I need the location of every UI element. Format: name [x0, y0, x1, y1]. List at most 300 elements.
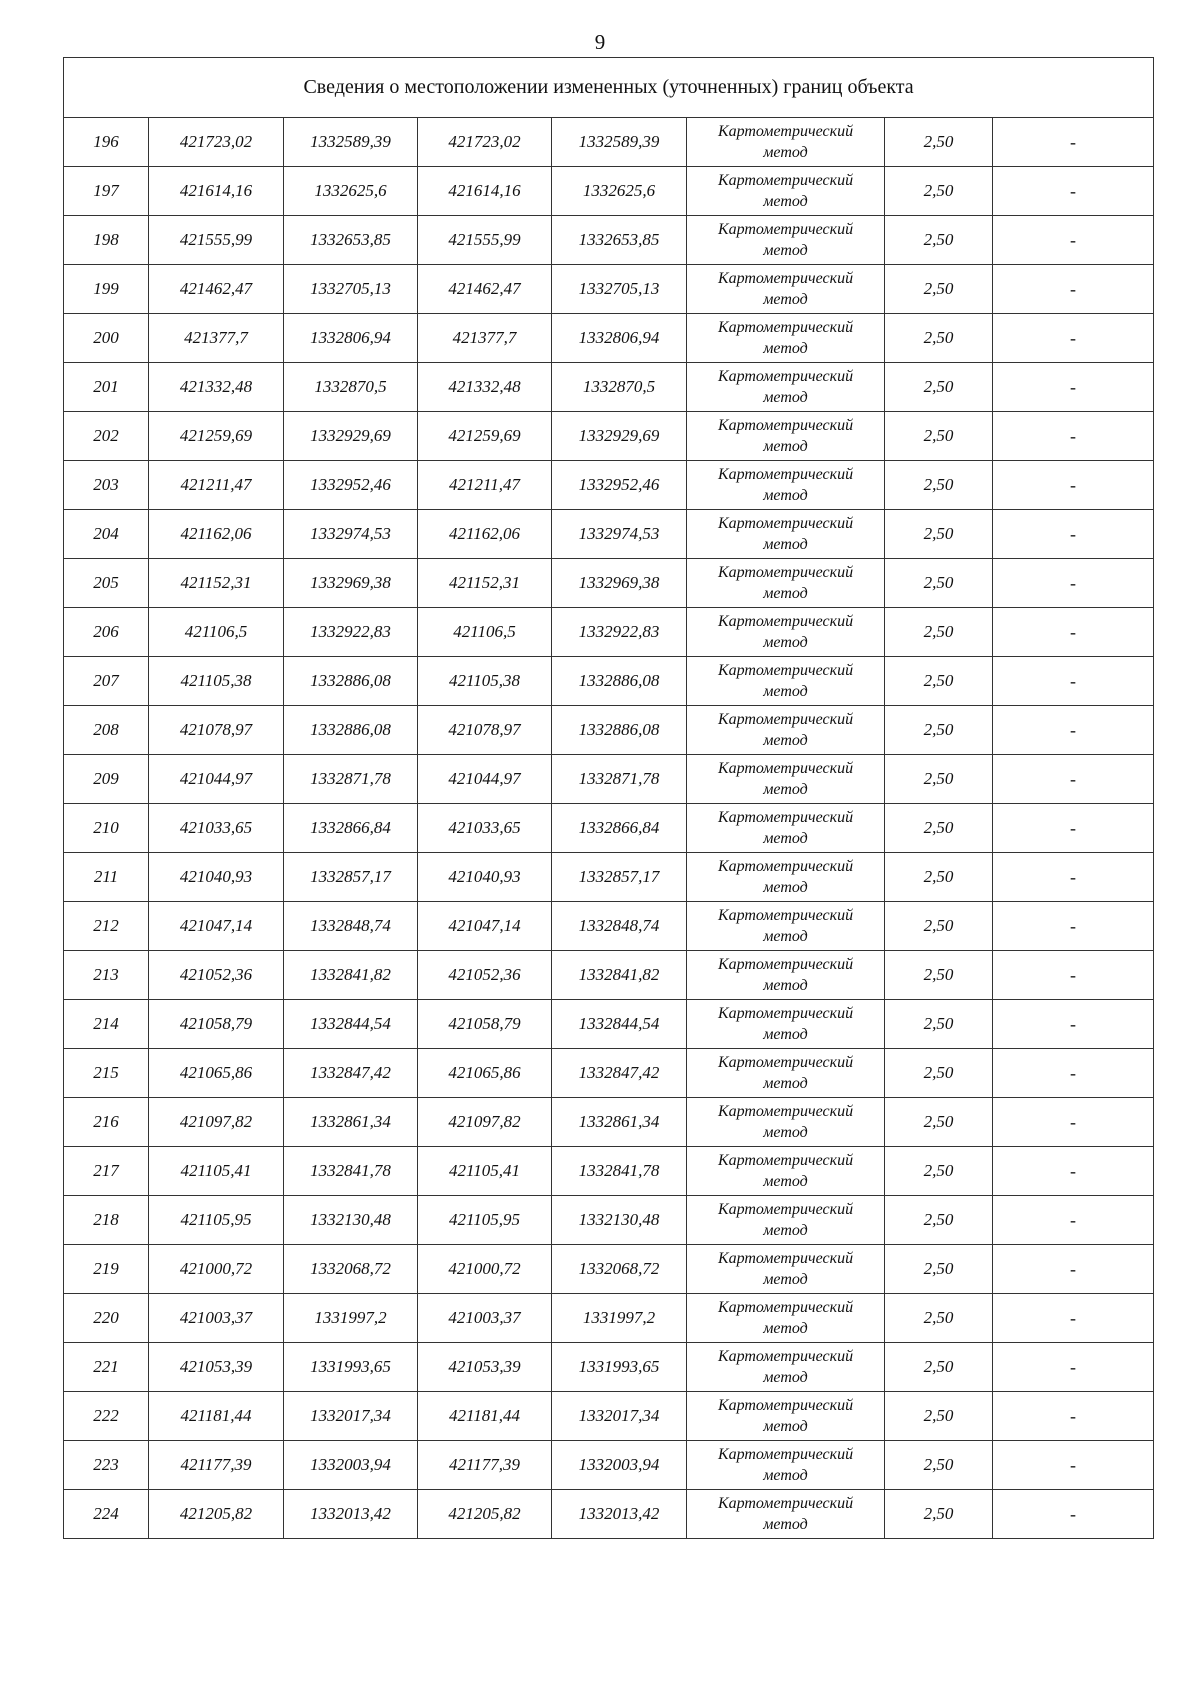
method-cell — [687, 902, 885, 951]
method-cell — [687, 755, 885, 804]
note-cell: - — [993, 265, 1154, 314]
note-cell: - — [993, 216, 1154, 265]
method-line1: Картометрический — [717, 1201, 854, 1218]
method-cell — [687, 853, 885, 902]
table-row — [64, 461, 1154, 510]
point-number-cell: 204 — [64, 510, 149, 559]
method-line1: Картометрический — [717, 515, 854, 532]
point-number-cell: 213 — [64, 951, 149, 1000]
y-existing-cell: 1332841,78 — [284, 1147, 418, 1196]
method-cell — [687, 1245, 885, 1294]
y-existing-cell: 1332974,53 — [284, 510, 418, 559]
method-line1: Картометрический — [717, 662, 854, 679]
coordinates-table — [63, 57, 1154, 1539]
point-number-cell: 208 — [64, 706, 149, 755]
method-cell — [687, 167, 885, 216]
method-cell — [687, 412, 885, 461]
y-refined-cell: 1332705,13 — [552, 265, 687, 314]
point-number-cell: 209 — [64, 755, 149, 804]
point-number-cell: 223 — [64, 1441, 149, 1490]
method-line1: Картометрический — [717, 466, 854, 483]
accuracy-cell: 2,50 — [885, 559, 993, 608]
point-number-cell: 214 — [64, 1000, 149, 1049]
method-line2: метод — [763, 389, 808, 406]
table-row — [64, 657, 1154, 706]
x-refined-cell: 421052,36 — [418, 951, 552, 1000]
accuracy-cell: 2,50 — [885, 1196, 993, 1245]
point-number-cell: 198 — [64, 216, 149, 265]
table-row — [64, 314, 1154, 363]
x-existing-cell: 421555,99 — [149, 216, 284, 265]
note-cell: - — [993, 1343, 1154, 1392]
point-number-cell: 221 — [64, 1343, 149, 1392]
method-line1: Картометрический — [717, 417, 854, 434]
x-existing-cell: 421177,39 — [149, 1441, 284, 1490]
method-line1: Картометрический — [717, 1152, 854, 1169]
x-refined-cell: 421058,79 — [418, 1000, 552, 1049]
method-line2: метод — [763, 830, 808, 847]
method-line2: метод — [763, 781, 808, 798]
accuracy-cell: 2,50 — [885, 167, 993, 216]
y-refined-cell: 1332969,38 — [552, 559, 687, 608]
note-cell: - — [993, 314, 1154, 363]
accuracy-cell: 2,50 — [885, 1098, 993, 1147]
table-row — [64, 951, 1154, 1000]
method-line2: метод — [763, 977, 808, 994]
method-line2: метод — [763, 1124, 808, 1141]
x-existing-cell: 421152,31 — [149, 559, 284, 608]
x-existing-cell: 421078,97 — [149, 706, 284, 755]
y-refined-cell: 1332857,17 — [552, 853, 687, 902]
y-refined-cell: 1332003,94 — [552, 1441, 687, 1490]
method-line2: метод — [763, 1320, 808, 1337]
table-row — [64, 1196, 1154, 1245]
y-refined-cell: 1332844,54 — [552, 1000, 687, 1049]
note-cell: - — [993, 1049, 1154, 1098]
point-number-cell: 202 — [64, 412, 149, 461]
y-refined-cell: 1331993,65 — [552, 1343, 687, 1392]
method-line2: метод — [763, 193, 808, 210]
x-existing-cell: 421097,82 — [149, 1098, 284, 1147]
note-cell: - — [993, 853, 1154, 902]
method-cell — [687, 706, 885, 755]
table-title: Сведения о местоположении измененных (уточненных) границ объекта — [64, 58, 1154, 118]
table-row — [64, 559, 1154, 608]
method-line1: Картометрический — [717, 1495, 854, 1512]
table-row — [64, 510, 1154, 559]
method-line1: Картометрический — [717, 956, 854, 973]
x-existing-cell: 421181,44 — [149, 1392, 284, 1441]
method-line1: Картометрический — [717, 270, 854, 287]
point-number-cell: 220 — [64, 1294, 149, 1343]
table-row — [64, 1392, 1154, 1441]
y-refined-cell: 1332625,6 — [552, 167, 687, 216]
accuracy-cell: 2,50 — [885, 1245, 993, 1294]
x-refined-cell: 421205,82 — [418, 1490, 552, 1539]
accuracy-cell: 2,50 — [885, 265, 993, 314]
method-line1: Картометрический — [717, 564, 854, 581]
x-refined-cell: 421177,39 — [418, 1441, 552, 1490]
method-cell — [687, 461, 885, 510]
method-line2: метод — [763, 1369, 808, 1386]
point-number-cell: 196 — [64, 118, 149, 167]
x-existing-cell: 421211,47 — [149, 461, 284, 510]
method-line1: Картометрический — [717, 1054, 854, 1071]
y-refined-cell: 1332013,42 — [552, 1490, 687, 1539]
method-cell — [687, 314, 885, 363]
y-refined-cell: 1332653,85 — [552, 216, 687, 265]
x-existing-cell: 421052,36 — [149, 951, 284, 1000]
note-cell: - — [993, 1441, 1154, 1490]
x-refined-cell: 421047,14 — [418, 902, 552, 951]
accuracy-cell: 2,50 — [885, 804, 993, 853]
note-cell: - — [993, 706, 1154, 755]
x-refined-cell: 421555,99 — [418, 216, 552, 265]
y-refined-cell: 1332974,53 — [552, 510, 687, 559]
note-cell: - — [993, 412, 1154, 461]
y-existing-cell: 1331993,65 — [284, 1343, 418, 1392]
method-line1: Картометрический — [717, 368, 854, 385]
y-existing-cell: 1332013,42 — [284, 1490, 418, 1539]
note-cell: - — [993, 755, 1154, 804]
y-refined-cell: 1332589,39 — [552, 118, 687, 167]
x-existing-cell: 421462,47 — [149, 265, 284, 314]
accuracy-cell: 2,50 — [885, 657, 993, 706]
x-refined-cell: 421033,65 — [418, 804, 552, 853]
method-cell — [687, 1490, 885, 1539]
table-row — [64, 216, 1154, 265]
y-refined-cell: 1332922,83 — [552, 608, 687, 657]
x-refined-cell: 421105,95 — [418, 1196, 552, 1245]
table-row — [64, 118, 1154, 167]
note-cell: - — [993, 902, 1154, 951]
x-existing-cell: 421040,93 — [149, 853, 284, 902]
method-line1: Картометрический — [717, 1250, 854, 1267]
method-line2: метод — [763, 634, 808, 651]
method-cell — [687, 1147, 885, 1196]
x-existing-cell: 421065,86 — [149, 1049, 284, 1098]
x-refined-cell: 421000,72 — [418, 1245, 552, 1294]
x-refined-cell: 421614,16 — [418, 167, 552, 216]
method-line2: метод — [763, 879, 808, 896]
method-cell — [687, 1441, 885, 1490]
method-line2: метод — [763, 928, 808, 945]
method-cell — [687, 608, 885, 657]
table-row — [64, 1098, 1154, 1147]
x-existing-cell: 421053,39 — [149, 1343, 284, 1392]
x-refined-cell: 421377,7 — [418, 314, 552, 363]
method-cell — [687, 657, 885, 706]
method-cell — [687, 216, 885, 265]
point-number-cell: 218 — [64, 1196, 149, 1245]
x-refined-cell: 421053,39 — [418, 1343, 552, 1392]
x-refined-cell: 421078,97 — [418, 706, 552, 755]
x-existing-cell: 421047,14 — [149, 902, 284, 951]
y-existing-cell: 1332922,83 — [284, 608, 418, 657]
y-refined-cell: 1332929,69 — [552, 412, 687, 461]
note-cell: - — [993, 657, 1154, 706]
note-cell: - — [993, 1245, 1154, 1294]
y-existing-cell: 1332969,38 — [284, 559, 418, 608]
table-row — [64, 167, 1154, 216]
method-line2: метод — [763, 438, 808, 455]
accuracy-cell: 2,50 — [885, 1147, 993, 1196]
note-cell: - — [993, 804, 1154, 853]
point-number-cell: 197 — [64, 167, 149, 216]
point-number-cell: 207 — [64, 657, 149, 706]
method-line2: метод — [763, 1173, 808, 1190]
method-cell — [687, 1098, 885, 1147]
accuracy-cell: 2,50 — [885, 1392, 993, 1441]
note-cell: - — [993, 1490, 1154, 1539]
y-existing-cell: 1332886,08 — [284, 706, 418, 755]
method-line1: Картометрический — [717, 1299, 854, 1316]
x-refined-cell: 421152,31 — [418, 559, 552, 608]
y-refined-cell: 1332870,5 — [552, 363, 687, 412]
point-number-cell: 215 — [64, 1049, 149, 1098]
method-cell — [687, 951, 885, 1000]
x-existing-cell: 421105,38 — [149, 657, 284, 706]
y-existing-cell: 1331997,2 — [284, 1294, 418, 1343]
accuracy-cell: 2,50 — [885, 216, 993, 265]
method-line1: Картометрический — [717, 172, 854, 189]
y-existing-cell: 1332130,48 — [284, 1196, 418, 1245]
note-cell: - — [993, 118, 1154, 167]
x-existing-cell: 421162,06 — [149, 510, 284, 559]
method-cell — [687, 559, 885, 608]
accuracy-cell: 2,50 — [885, 118, 993, 167]
method-cell — [687, 1049, 885, 1098]
table-row — [64, 608, 1154, 657]
x-existing-cell: 421105,95 — [149, 1196, 284, 1245]
x-refined-cell: 421040,93 — [418, 853, 552, 902]
note-cell: - — [993, 1098, 1154, 1147]
y-existing-cell: 1332589,39 — [284, 118, 418, 167]
point-number-cell: 219 — [64, 1245, 149, 1294]
point-number-cell: 199 — [64, 265, 149, 314]
accuracy-cell: 2,50 — [885, 1294, 993, 1343]
x-existing-cell: 421105,41 — [149, 1147, 284, 1196]
note-cell: - — [993, 951, 1154, 1000]
method-line1: Картометрический — [717, 858, 854, 875]
x-refined-cell: 421332,48 — [418, 363, 552, 412]
x-refined-cell: 421259,69 — [418, 412, 552, 461]
x-refined-cell: 421105,38 — [418, 657, 552, 706]
method-cell — [687, 118, 885, 167]
x-refined-cell: 421162,06 — [418, 510, 552, 559]
y-refined-cell: 1332841,82 — [552, 951, 687, 1000]
y-existing-cell: 1332844,54 — [284, 1000, 418, 1049]
point-number-cell: 224 — [64, 1490, 149, 1539]
method-cell — [687, 1000, 885, 1049]
y-existing-cell: 1332866,84 — [284, 804, 418, 853]
x-refined-cell: 421003,37 — [418, 1294, 552, 1343]
y-existing-cell: 1332847,42 — [284, 1049, 418, 1098]
x-existing-cell: 421000,72 — [149, 1245, 284, 1294]
x-existing-cell: 421377,7 — [149, 314, 284, 363]
method-line1: Картометрический — [717, 809, 854, 826]
method-line1: Картометрический — [717, 319, 854, 336]
y-existing-cell: 1332003,94 — [284, 1441, 418, 1490]
method-line2: метод — [763, 144, 808, 161]
accuracy-cell: 2,50 — [885, 461, 993, 510]
method-line2: метод — [763, 1075, 808, 1092]
y-existing-cell: 1332806,94 — [284, 314, 418, 363]
y-existing-cell: 1332841,82 — [284, 951, 418, 1000]
table-row — [64, 1441, 1154, 1490]
y-refined-cell: 1332871,78 — [552, 755, 687, 804]
table-row — [64, 265, 1154, 314]
method-line2: метод — [763, 1467, 808, 1484]
method-line2: метод — [763, 1026, 808, 1043]
accuracy-cell: 2,50 — [885, 1000, 993, 1049]
x-refined-cell: 421723,02 — [418, 118, 552, 167]
method-cell — [687, 1294, 885, 1343]
accuracy-cell: 2,50 — [885, 1049, 993, 1098]
note-cell: - — [993, 608, 1154, 657]
y-refined-cell: 1332848,74 — [552, 902, 687, 951]
point-number-cell: 203 — [64, 461, 149, 510]
table-row — [64, 363, 1154, 412]
note-cell: - — [993, 1392, 1154, 1441]
y-refined-cell: 1332806,94 — [552, 314, 687, 363]
method-line1: Картометрический — [717, 1348, 854, 1365]
point-number-cell: 206 — [64, 608, 149, 657]
note-cell: - — [993, 559, 1154, 608]
y-existing-cell: 1332886,08 — [284, 657, 418, 706]
y-existing-cell: 1332857,17 — [284, 853, 418, 902]
accuracy-cell: 2,50 — [885, 1343, 993, 1392]
y-refined-cell: 1332130,48 — [552, 1196, 687, 1245]
note-cell: - — [993, 510, 1154, 559]
y-refined-cell: 1332068,72 — [552, 1245, 687, 1294]
point-number-cell: 210 — [64, 804, 149, 853]
accuracy-cell: 2,50 — [885, 755, 993, 804]
method-line1: Картометрический — [717, 1446, 854, 1463]
x-existing-cell: 421033,65 — [149, 804, 284, 853]
x-existing-cell: 421106,5 — [149, 608, 284, 657]
note-cell: - — [993, 1294, 1154, 1343]
accuracy-cell: 2,50 — [885, 853, 993, 902]
y-refined-cell: 1331997,2 — [552, 1294, 687, 1343]
table-row — [64, 1000, 1154, 1049]
point-number-cell: 217 — [64, 1147, 149, 1196]
method-line1: Картометрический — [717, 221, 854, 238]
y-existing-cell: 1332017,34 — [284, 1392, 418, 1441]
table-row — [64, 853, 1154, 902]
point-number-cell: 201 — [64, 363, 149, 412]
point-number-cell: 216 — [64, 1098, 149, 1147]
accuracy-cell: 2,50 — [885, 510, 993, 559]
x-refined-cell: 421106,5 — [418, 608, 552, 657]
x-existing-cell: 421259,69 — [149, 412, 284, 461]
table-row — [64, 1490, 1154, 1539]
method-line1: Картометрический — [717, 123, 854, 140]
table-row — [64, 1343, 1154, 1392]
x-refined-cell: 421211,47 — [418, 461, 552, 510]
y-refined-cell: 1332847,42 — [552, 1049, 687, 1098]
x-existing-cell: 421003,37 — [149, 1294, 284, 1343]
point-number-cell: 205 — [64, 559, 149, 608]
method-line2: метод — [763, 242, 808, 259]
method-line1: Картометрический — [717, 613, 854, 630]
x-refined-cell: 421044,97 — [418, 755, 552, 804]
y-refined-cell: 1332866,84 — [552, 804, 687, 853]
accuracy-cell: 2,50 — [885, 412, 993, 461]
method-line2: метод — [763, 1516, 808, 1533]
method-line2: метод — [763, 1271, 808, 1288]
table-row — [64, 1294, 1154, 1343]
method-cell — [687, 510, 885, 559]
y-existing-cell: 1332625,6 — [284, 167, 418, 216]
method-line1: Картометрический — [717, 1397, 854, 1414]
method-line2: метод — [763, 585, 808, 602]
point-number-cell: 200 — [64, 314, 149, 363]
x-refined-cell: 421065,86 — [418, 1049, 552, 1098]
accuracy-cell: 2,50 — [885, 706, 993, 755]
x-refined-cell: 421181,44 — [418, 1392, 552, 1441]
point-number-cell: 222 — [64, 1392, 149, 1441]
method-cell — [687, 1392, 885, 1441]
table-row — [64, 1049, 1154, 1098]
point-number-cell: 211 — [64, 853, 149, 902]
accuracy-cell: 2,50 — [885, 1490, 993, 1539]
point-number-cell: 212 — [64, 902, 149, 951]
method-cell — [687, 363, 885, 412]
y-existing-cell: 1332861,34 — [284, 1098, 418, 1147]
x-refined-cell: 421462,47 — [418, 265, 552, 314]
note-cell: - — [993, 461, 1154, 510]
x-existing-cell: 421044,97 — [149, 755, 284, 804]
method-line2: метод — [763, 536, 808, 553]
method-line2: метод — [763, 291, 808, 308]
x-existing-cell: 421723,02 — [149, 118, 284, 167]
method-cell — [687, 1343, 885, 1392]
note-cell: - — [993, 363, 1154, 412]
y-refined-cell: 1332861,34 — [552, 1098, 687, 1147]
method-line2: метод — [763, 340, 808, 357]
y-existing-cell: 1332929,69 — [284, 412, 418, 461]
x-existing-cell: 421614,16 — [149, 167, 284, 216]
table-title-row — [64, 58, 1154, 118]
accuracy-cell: 2,50 — [885, 363, 993, 412]
y-refined-cell: 1332952,46 — [552, 461, 687, 510]
table-row — [64, 804, 1154, 853]
method-cell — [687, 1196, 885, 1245]
table-row — [64, 1245, 1154, 1294]
y-refined-cell: 1332017,34 — [552, 1392, 687, 1441]
y-existing-cell: 1332068,72 — [284, 1245, 418, 1294]
method-line1: Картометрический — [717, 1005, 854, 1022]
accuracy-cell: 2,50 — [885, 314, 993, 363]
note-cell: - — [993, 167, 1154, 216]
x-refined-cell: 421097,82 — [418, 1098, 552, 1147]
x-refined-cell: 421105,41 — [418, 1147, 552, 1196]
y-existing-cell: 1332870,5 — [284, 363, 418, 412]
note-cell: - — [993, 1196, 1154, 1245]
y-existing-cell: 1332848,74 — [284, 902, 418, 951]
accuracy-cell: 2,50 — [885, 608, 993, 657]
method-line1: Картометрический — [717, 907, 854, 924]
accuracy-cell: 2,50 — [885, 951, 993, 1000]
method-line2: метод — [763, 487, 808, 504]
x-existing-cell: 421205,82 — [149, 1490, 284, 1539]
y-existing-cell: 1332705,13 — [284, 265, 418, 314]
table-row — [64, 1147, 1154, 1196]
accuracy-cell: 2,50 — [885, 902, 993, 951]
method-cell — [687, 804, 885, 853]
table-row — [64, 706, 1154, 755]
